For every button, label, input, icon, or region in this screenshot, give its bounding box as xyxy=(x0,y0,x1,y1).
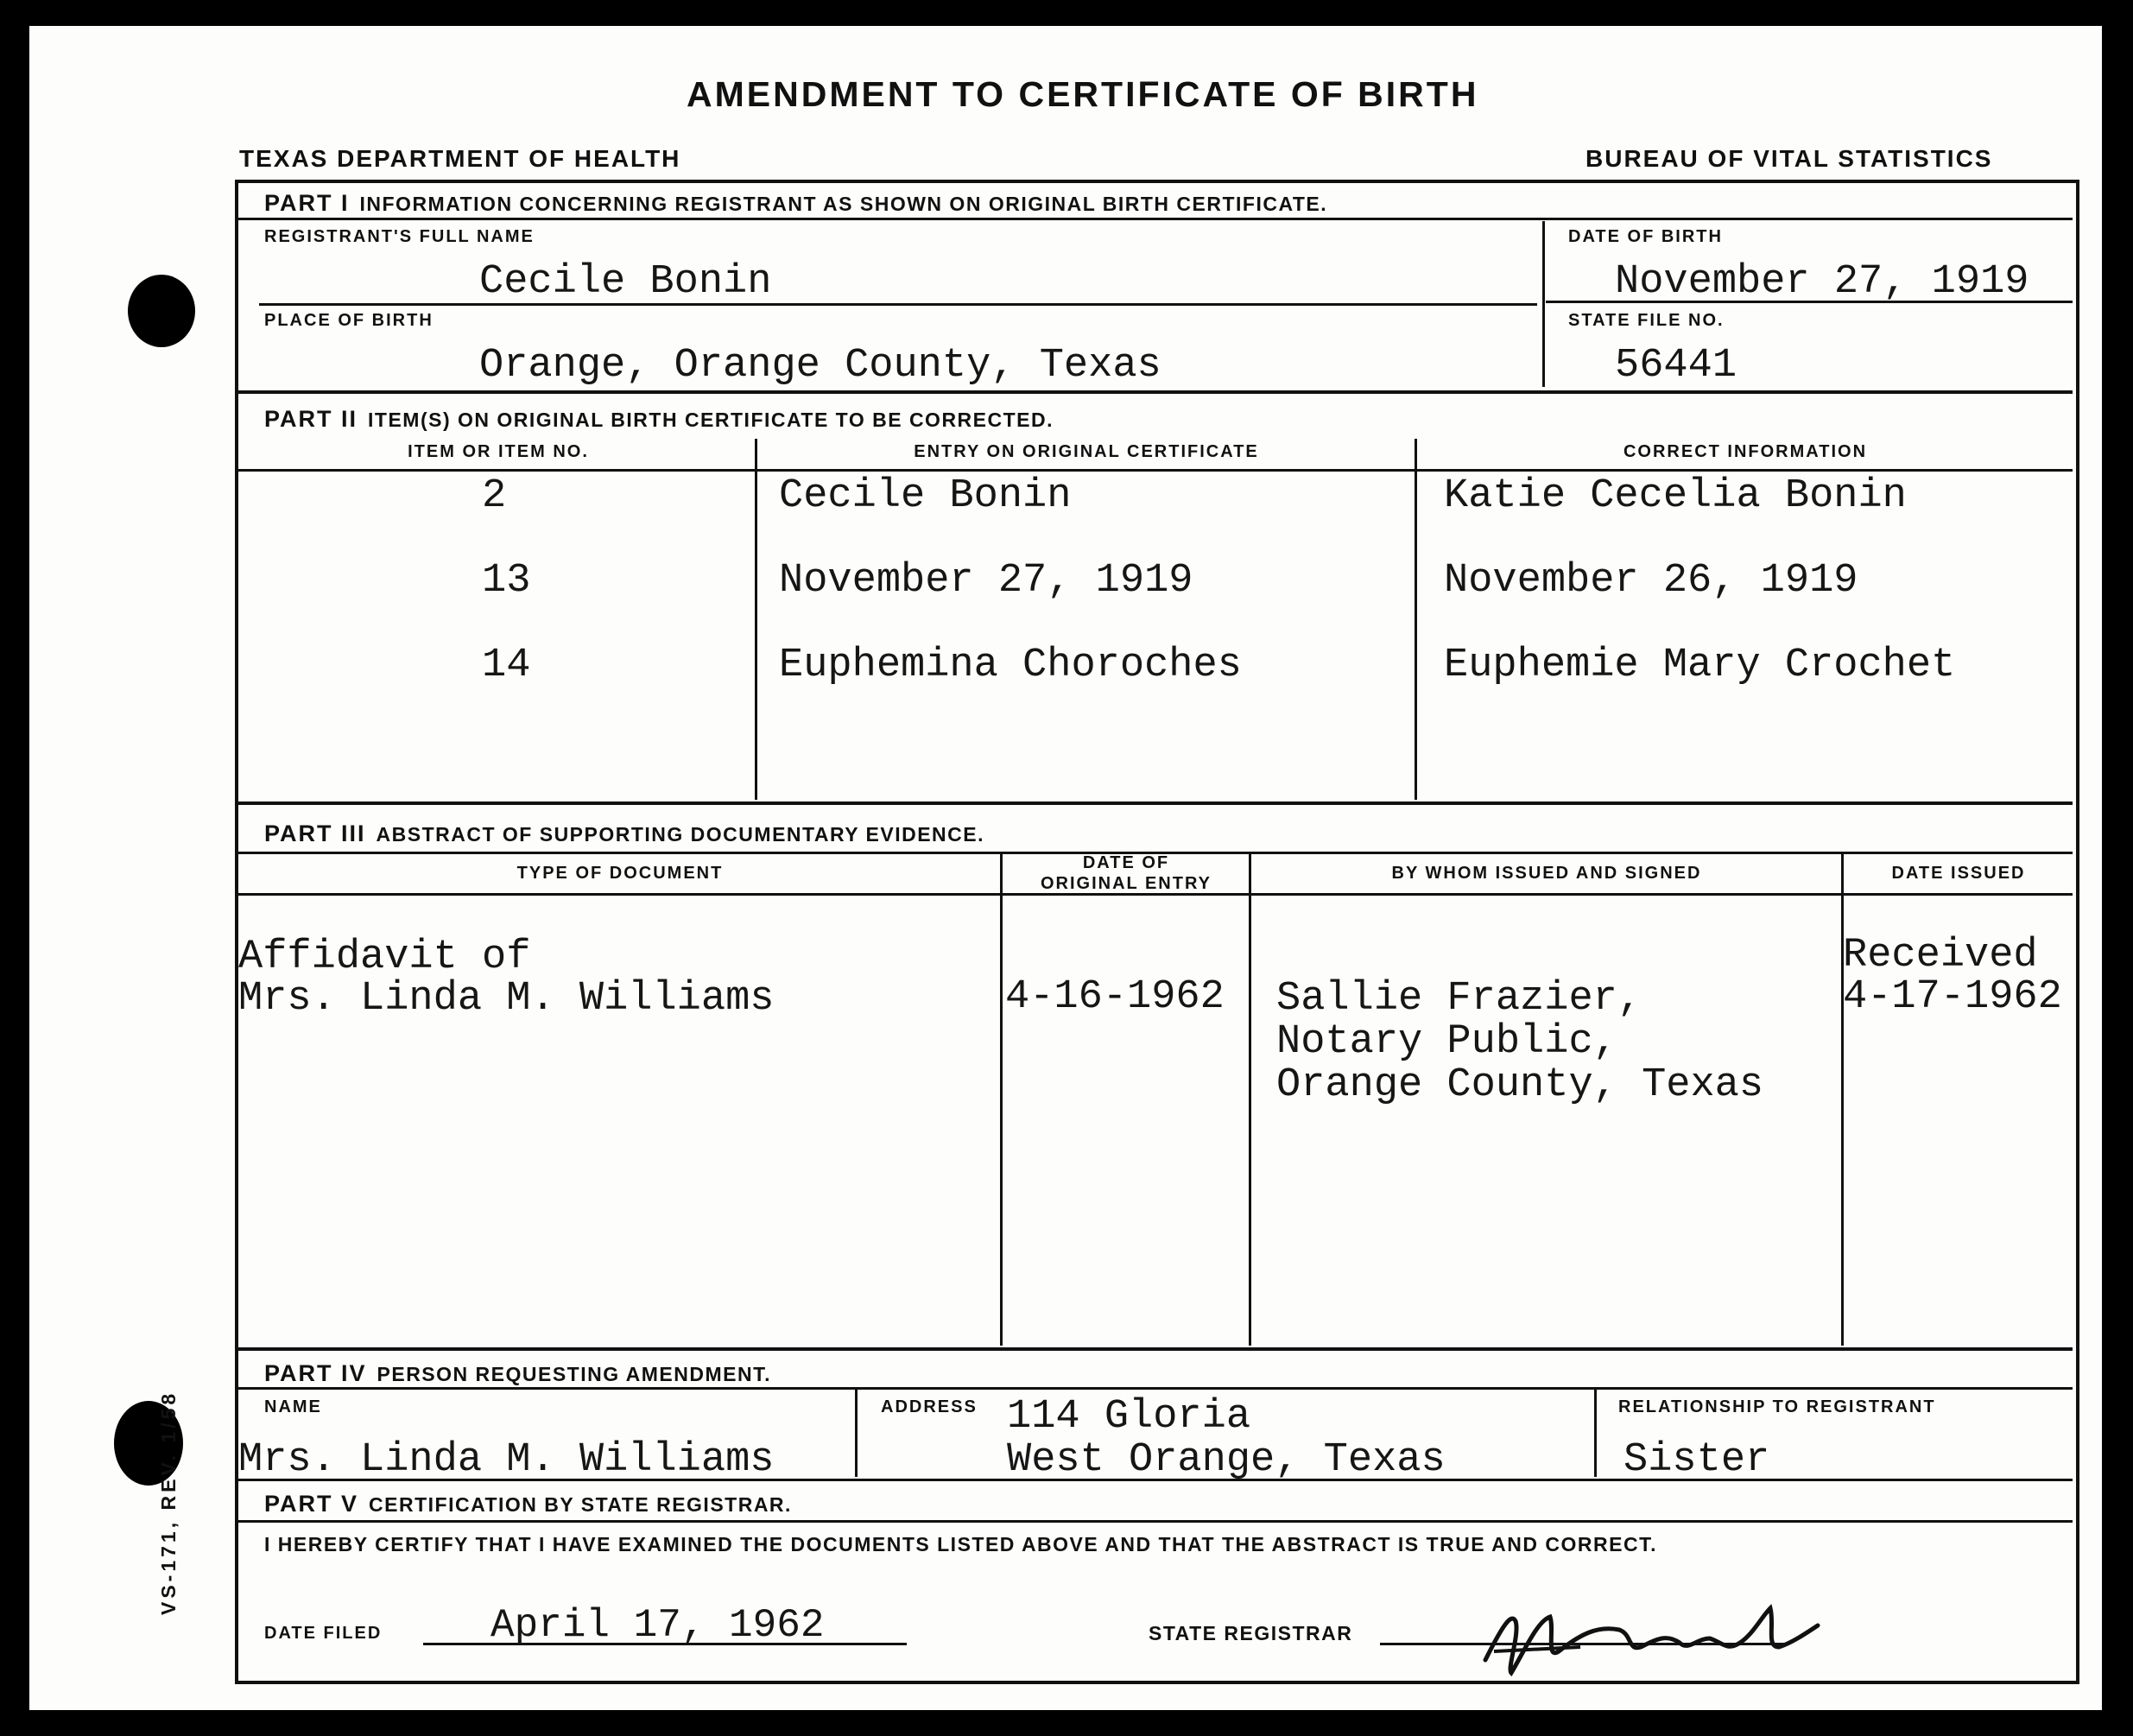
issuing-department: TEXAS DEPARTMENT OF HEALTH xyxy=(239,145,681,172)
state-file-label: STATE FILE NO. xyxy=(1568,311,1725,330)
certification-statement: I HEREBY CERTIFY THAT I HAVE EXAMINED THE DOCUMENTS LISTED ABOVE AND THAT THE ABSTRACT IS TRUE AND CORRECT. xyxy=(264,1533,1657,1555)
part3-heading xyxy=(264,820,984,847)
state-registrar-label: STATE REGISTRAR xyxy=(1149,1622,1353,1644)
entry-date-column-header-1: DATE OF xyxy=(1082,853,1170,872)
date-issued-line-1: Received xyxy=(1843,933,2038,979)
correction-row-3-entry: Euphemina Choroches xyxy=(779,643,1242,688)
requester-name: Mrs. Linda M. Williams xyxy=(238,1437,775,1483)
relationship-label: RELATIONSHIP TO REGISTRANT xyxy=(1618,1397,1936,1416)
issuer-line-3: Orange County, Texas xyxy=(1276,1062,1764,1108)
relationship: Sister xyxy=(1623,1437,1770,1483)
punch-hole-top xyxy=(128,275,195,347)
correction-row-2-correct: November 26, 1919 xyxy=(1444,558,1858,604)
date-filed: April 17, 1962 xyxy=(491,1603,825,1648)
date-filed-label: DATE FILED xyxy=(264,1624,383,1643)
correction-row-1-correct: Katie Cecelia Bonin xyxy=(1444,473,1907,519)
part5-text: CERTIFICATION BY STATE REGISTRAR. xyxy=(369,1493,792,1516)
doc-type-column-header: TYPE OF DOCUMENT xyxy=(516,864,724,883)
entry-date-column-header-2: ORIGINAL ENTRY xyxy=(1040,874,1212,893)
issuer-column-header: BY WHOM ISSUED AND SIGNED xyxy=(1391,864,1702,883)
correction-row-1-item: 2 xyxy=(482,473,507,519)
correct-column-header: CORRECT INFORMATION xyxy=(1623,442,1868,461)
original-entry-date: 4-16-1962 xyxy=(1005,974,1225,1020)
part1-text: INFORMATION CONCERNING REGISTRANT AS SHOWN ON ORIGINAL BIRTH CERTIFICATE. xyxy=(359,193,1328,215)
part5-heading xyxy=(264,1491,792,1517)
part5-label: PART V xyxy=(264,1491,359,1517)
date-of-birth-label: DATE OF BIRTH xyxy=(1568,227,1723,246)
part4-text: PERSON REQUESTING AMENDMENT. xyxy=(377,1363,771,1385)
issuing-bureau: BUREAU OF VITAL STATISTICS xyxy=(1586,145,1993,172)
place-of-birth: Orange, Orange County, Texas xyxy=(479,343,1161,389)
place-of-birth-label: PLACE OF BIRTH xyxy=(264,311,434,330)
address-line-2: West Orange, Texas xyxy=(1007,1437,1446,1483)
registrant-name-label: REGISTRANT'S FULL NAME xyxy=(264,227,535,246)
part4-label: PART IV xyxy=(264,1360,367,1386)
entry-column-header: ENTRY ON ORIGINAL CERTIFICATE xyxy=(914,442,1259,461)
issuer-line-2: Notary Public, xyxy=(1276,1019,1617,1065)
correction-row-1-entry: Cecile Bonin xyxy=(779,473,1072,519)
item-column-header: ITEM OR ITEM NO. xyxy=(408,442,589,461)
part2-heading xyxy=(264,406,1054,433)
part2-text: ITEM(S) ON ORIGINAL BIRTH CERTIFICATE TO BE CORRECTED. xyxy=(368,409,1054,431)
document-type-line-1: Affidavit of xyxy=(238,935,531,980)
part3-text: ABSTRACT OF SUPPORTING DOCUMENTARY EVIDENCE. xyxy=(376,823,985,846)
date-issued-line-2: 4-17-1962 xyxy=(1843,974,2062,1020)
correction-row-3-item: 14 xyxy=(482,643,531,688)
document-title: AMENDMENT TO CERTIFICATE OF BIRTH xyxy=(687,74,1479,114)
issuer-line-1: Sallie Frazier, xyxy=(1276,976,1642,1022)
date-of-birth: November 27, 1919 xyxy=(1615,259,2029,305)
correction-row-2-entry: November 27, 1919 xyxy=(779,558,1193,604)
part4-heading xyxy=(264,1360,771,1387)
address-line-1: 114 Gloria xyxy=(1007,1394,1251,1440)
state-file-number: 56441 xyxy=(1615,343,1737,389)
address-label: ADDRESS xyxy=(881,1397,978,1416)
part1-heading xyxy=(264,190,1327,217)
registrant-name: Cecile Bonin xyxy=(479,259,772,305)
correction-row-3-correct: Euphemie Mary Crochet xyxy=(1444,643,1956,688)
part2-label: PART II xyxy=(264,406,358,432)
requester-name-label: NAME xyxy=(264,1397,322,1416)
correction-row-2-item: 13 xyxy=(482,558,531,604)
part1-label: PART I xyxy=(264,190,350,216)
registrar-signature xyxy=(1477,1600,1822,1677)
document-type-line-2: Mrs. Linda M. Williams xyxy=(238,976,775,1022)
date-issued-column-header: DATE ISSUED xyxy=(1891,864,2026,883)
form-number: VS-171, REV. 1/58 xyxy=(157,1390,180,1615)
part3-label: PART III xyxy=(264,820,366,846)
